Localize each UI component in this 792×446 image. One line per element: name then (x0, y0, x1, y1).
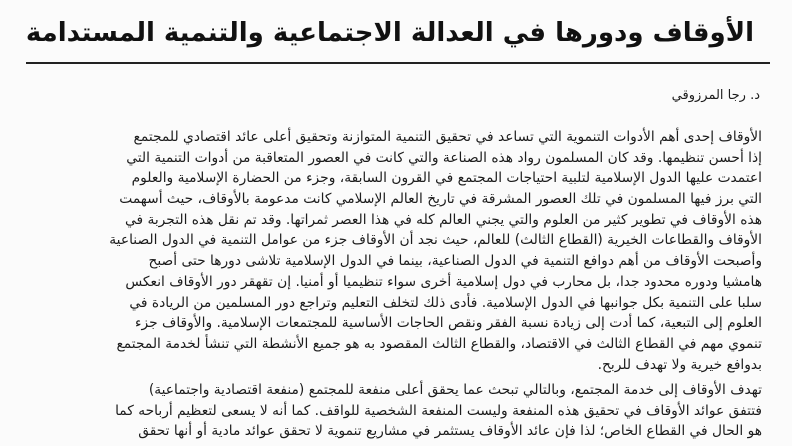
text-line: هو الحال في القطاع الخاص؛ لذا فإن عائد الأوقاف يستثمر في مشاريع تنموية لا تحقق عوائد مادية أو أنها تحقق (138, 423, 762, 440)
text-line: التي برز فيها المسلمون في تلك العصور المشرقة في تاريخ العالم الإسلامي كانت مدعومة بالأوقاف، حيث أسهمت (119, 191, 762, 208)
text-line: الأوقاف إحدى أهم الأدوات التنموية التي تساعد في تحقيق التنمية المتوازنة وتحقيق أعلى عائد اقتصادي للمجتمع (133, 129, 762, 145)
text-line: هامشيا ودوره محدود جدا، بل محارب في دول إسلامية أخرى سواء تنظيميا أو أمنيا. إن تقهقر دور الأوقاف انعكس (125, 273, 762, 290)
text-line: سلبا على التنمية بكل جوانبها في الدول الإسلامية. فأدى ذلك لتخلف التعليم وتراجع دور المسلمين من الريادة في (129, 294, 762, 311)
text-line: إذا أحسن تنظيمها. وقد كان المسلمون رواد هذه الصناعة والتي كانت في العصور المتعاقبة من أدوات التنمية التي (126, 149, 762, 166)
author-name: د. رجا المرزوقي (671, 88, 760, 103)
body-paragraph-1 (26, 127, 762, 375)
title-divider (26, 62, 770, 64)
text-line: فتتفق عوائد الأوقاف في تحقيق هذه المنفعة وليست المنفعة الشخصية للواقف. كما أنه لا يسعى لتعظيم أرباحه كما (115, 402, 762, 419)
text-line: تهدف الأوقاف إلى خدمة المجتمع، وبالتالي تبحث عما يحقق أعلى منفعة للمجتمع (منفعة اقتصادية واجتماعية) (148, 382, 762, 398)
article-title: الأوقاف ودورها في العدالة الاجتماعية والتنمية المستدامة (25, 18, 754, 48)
text-line: بدوافع خيرية ولا تهدف للربح. (597, 356, 762, 373)
text-line: هذه الأوقاف في تطوير كثير من العلوم والتي يجني العالم كله في هذا العصر ثمراتها. وقد تم نقل هذه التجربة في (124, 211, 762, 228)
body-paragraph-2 (26, 380, 762, 442)
text-line: وأصبحت الأوقاف من أهم دوافع التنمية في الدول الصناعية، بينما في الدول الإسلامية تلاشى دورها حتى أصبح (148, 253, 762, 270)
text-line: الأوقاف والقطاعات الخيرية (القطاع الثالث) للعالم، حيث نجد أن الأوقاف جزء من عوامل التنمية في الدول الصناعية (109, 232, 762, 249)
text-line: اعتمدت عليها الدول الإسلامية لتلبية احتياجات المجتمع في القرون السابقة، وجزء من الحضارة الإسلامية والعلوم (131, 170, 762, 187)
text-line: تنموي مهم في القطاع الثالث في الاقتصاد، والقطاع الثالث المقصود به هو جميع الأنشطة التي تنشأ لخدمة المجتمع (116, 335, 762, 352)
text-line: العلوم إلى التبعية، كما أدت إلى زيادة نسبة الفقر ونقص الحاجات الأساسية للمجتمعات الإسلامية. والأوقاف جزء (135, 315, 762, 332)
